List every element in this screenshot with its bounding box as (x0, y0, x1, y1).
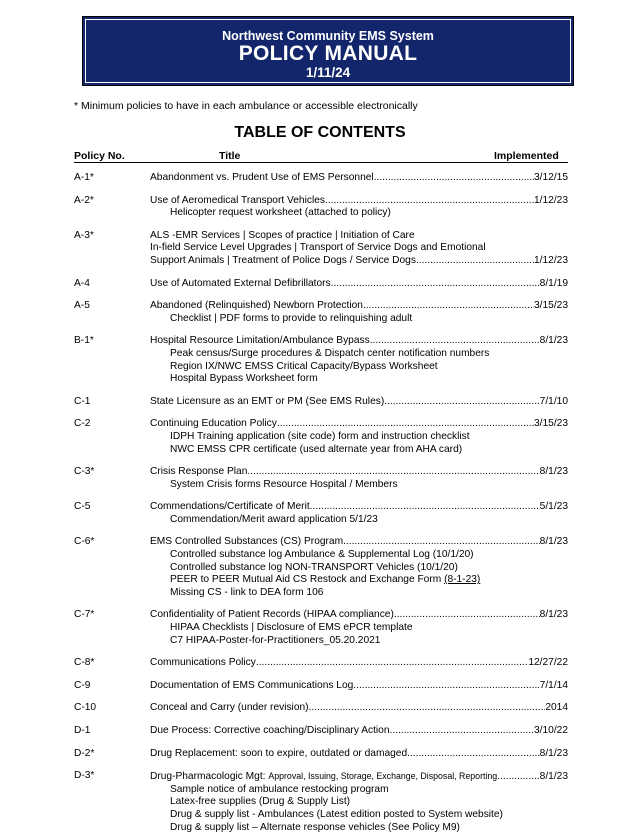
attachment-date-link[interactable]: (8-1-23) (444, 574, 481, 586)
column-header-implemented: Implemented (494, 150, 559, 162)
policy-attachment[interactable]: Helicopter request worksheet (attached to policy) (170, 207, 391, 219)
policy-attachment[interactable]: Controlled substance log NON-TRANSPORT Vehicles (10/1/20) (170, 561, 458, 573)
policy-title-line (150, 195, 568, 208)
policy-title-line (150, 725, 568, 738)
implemented-date: 8/1/23 (539, 747, 568, 759)
policy-entry (150, 396, 568, 409)
policy-attachment[interactable]: IDPH Training application (site code) form and instruction checklist (170, 430, 470, 442)
dot-leader (331, 278, 540, 291)
implemented-date: 3/15/23 (534, 300, 568, 312)
policy-title[interactable]: Support Animals | Treatment of Police Dogs / Service Dogs (150, 254, 416, 266)
implemented-date: 3/12/15 (534, 172, 568, 183)
manual-date: 1/11/24 (305, 65, 351, 80)
policy-attachment[interactable]: Latex-free supplies (Drug & Supply List) (170, 796, 351, 808)
policy-entry (150, 172, 568, 185)
policy-entry (150, 501, 568, 526)
policy-title[interactable]: Drug Replacement: soon to expire, outdated or damaged (150, 747, 408, 759)
policy-title-line (150, 748, 568, 761)
toc-row (74, 195, 568, 220)
organization-name: Northwest Community EMS System (222, 29, 434, 43)
policy-title[interactable]: Abandonment vs. Prudent Use of EMS Personnel (150, 172, 374, 183)
column-header-rule (74, 162, 568, 163)
toc-row (74, 680, 568, 693)
toc-row (74, 172, 568, 185)
policy-number: C-10 (74, 702, 97, 714)
dot-leader (343, 536, 540, 549)
dot-leader (374, 172, 534, 185)
policy-title-line (150, 609, 568, 622)
policy-title-line (150, 335, 568, 348)
minimum-policies-note: * Minimum policies to have in each ambulance or accessible electronically (74, 100, 418, 112)
policy-title[interactable]: Commendations/Certificate of Merit (150, 501, 310, 513)
policy-entry (150, 195, 568, 220)
dot-leader (370, 335, 540, 348)
implemented-date: 7/1/10 (539, 395, 568, 407)
policy-number: A-5 (74, 300, 90, 312)
implemented-date: 1/12/23 (534, 194, 568, 206)
policy-entry (150, 748, 568, 761)
dot-leader (325, 195, 534, 208)
policy-title-line (150, 501, 568, 514)
toc-row (74, 300, 568, 325)
policy-number: C-5 (74, 501, 91, 513)
policy-title[interactable]: Due Process: Corrective coaching/Disciplinary Action (150, 725, 390, 736)
policy-title[interactable]: Crisis Response Plan (150, 466, 248, 478)
toc-row (74, 418, 568, 456)
toc-row (74, 536, 568, 599)
toc-row (74, 278, 568, 291)
column-header-policy-no: Policy No. (74, 150, 125, 162)
policy-entry (150, 466, 568, 491)
toc-row (74, 702, 568, 715)
implemented-date: 8/1/23 (539, 536, 568, 548)
manual-header-banner (82, 16, 574, 86)
dot-leader (363, 300, 534, 313)
policy-attachment[interactable]: Sample notice of ambulance restocking program (170, 783, 389, 795)
policy-attachment[interactable]: Controlled substance log Ambulance & Supplemental Log (10/1/20) (170, 549, 474, 561)
policy-number: D-3* (74, 770, 95, 782)
implemented-date: 1/12/23 (534, 254, 568, 266)
implemented-date: 3/15/23 (534, 418, 568, 430)
toc-row (74, 725, 568, 738)
toc-row (74, 657, 568, 670)
policy-attachment[interactable]: Drug & supply list – Alternate response vehicles (See Policy M9) (170, 821, 460, 833)
policy-attachment[interactable]: PEER to PEER Mutual Aid CS Restock and Exchange Form (8-1-23) (170, 574, 481, 586)
implemented-date: 3/10/22 (534, 725, 568, 736)
policy-number: C-6* (74, 536, 95, 548)
policy-number: B-1* (74, 335, 94, 347)
policy-number: D-1 (74, 725, 91, 736)
toc-row (74, 501, 568, 526)
policy-entry (150, 702, 568, 715)
dot-leader (256, 657, 528, 670)
policy-entry (150, 418, 568, 456)
policy-title[interactable]: Use of Aeromedical Transport Vehicles (150, 194, 325, 206)
dot-leader (310, 501, 540, 514)
manual-header-inner (85, 19, 571, 83)
policy-title-line (150, 536, 568, 549)
policy-title-line: In-field Service Level Upgrades | Transport of Service Dogs and Emotional (150, 242, 486, 254)
policy-title[interactable]: Abandoned (Relinquished) Newborn Protection (150, 300, 363, 312)
policy-attachment[interactable]: Missing CS - link to DEA form 106 (170, 586, 324, 598)
policy-entry (150, 536, 568, 599)
dot-leader (394, 609, 540, 622)
policy-attachment[interactable]: C7 HIPAA-Poster-for-Practitioners_05.20.2021 (170, 634, 381, 646)
policy-title[interactable]: Hospital Resource Limitation/Ambulance Bypass (150, 335, 370, 347)
policy-entry (150, 300, 568, 325)
policy-number: C-7* (74, 609, 95, 621)
policy-entry (150, 725, 568, 738)
toc-rows (74, 172, 568, 834)
policy-attachment[interactable]: Region IX/NWC EMSS Critical Capacity/Bypass Worksheet (170, 360, 438, 372)
policy-number: A-2* (74, 194, 94, 206)
policy-title-line (150, 657, 568, 670)
policy-title[interactable]: Confidentiality of Patient Records (HIPAA compliance) (150, 609, 394, 621)
policy-number: C-9 (74, 679, 91, 691)
policy-number: A-3* (74, 229, 94, 241)
implemented-date: 8/1/23 (539, 335, 568, 347)
policy-title-line (150, 702, 568, 715)
dot-leader (497, 771, 539, 784)
toc-row (74, 466, 568, 491)
policy-title[interactable]: Communications Policy (150, 657, 256, 669)
policy-number: C-3* (74, 466, 95, 478)
policy-title[interactable]: EMS Controlled Substances (CS) Program (150, 536, 344, 548)
implemented-date: 8/1/23 (539, 466, 568, 478)
policy-number: C-8* (74, 657, 95, 669)
policy-entry (150, 230, 568, 268)
implemented-date: 2014 (545, 702, 568, 714)
policy-title-line (150, 255, 568, 268)
implemented-date: 12/27/22 (528, 657, 568, 669)
policy-number: A-1* (74, 172, 94, 183)
policy-title-detail: Approval, Issuing, Storage, Exchange, Disposal, Reporting (268, 771, 498, 782)
dot-leader (390, 725, 534, 738)
implemented-date: 8/1/19 (539, 277, 568, 289)
dot-leader (416, 255, 534, 268)
policy-attachment[interactable]: Checklist | PDF forms to provide to relinquishing adult (170, 312, 413, 324)
toc-row (74, 396, 568, 409)
policy-title-line (150, 300, 568, 313)
toc-row (74, 748, 568, 761)
dot-leader (353, 680, 539, 693)
policy-attachment[interactable]: Hospital Bypass Worksheet form (170, 373, 318, 385)
policy-attachment[interactable]: HIPAA Checklists | Disclosure of EMS ePCR template (170, 622, 413, 634)
policy-title-line (150, 172, 568, 185)
policy-entry (150, 335, 568, 385)
policy-title[interactable]: Drug-Pharmacologic Mgt: Approval, Issuing, Storage, Exchange, Disposal, Reporting (150, 771, 498, 783)
implemented-date: 8/1/23 (539, 609, 568, 621)
policy-attachment[interactable]: Drug & supply list - Ambulances (Latest edition posted to System website) (170, 808, 503, 820)
dot-leader (277, 418, 534, 431)
policy-title-line (150, 466, 568, 479)
policy-entry (150, 657, 568, 670)
implemented-date: 5/1/23 (539, 501, 568, 513)
policy-title-line (150, 680, 568, 693)
policy-entry (150, 680, 568, 693)
policy-title[interactable]: Use of Automated External Defibrillators (150, 277, 331, 289)
dot-leader (247, 466, 539, 479)
implemented-date: 7/1/14 (539, 679, 568, 691)
policy-title-line: ALS -EMR Services | Scopes of practice | Initiation of Care (150, 229, 415, 241)
implemented-date: 8/1/23 (539, 771, 568, 783)
policy-title[interactable]: Conceal and Carry (under revision) (150, 702, 309, 714)
policy-title[interactable]: Continuing Education Policy (150, 418, 277, 430)
policy-attachment[interactable]: Commendation/Merit award application 5/1/23 (170, 513, 378, 525)
policy-entry (150, 770, 568, 834)
policy-attachment[interactable]: System Crisis forms Resource Hospital / Members (170, 478, 398, 490)
toc-row (74, 230, 568, 268)
policy-attachment[interactable]: Peak census/Surge procedures & Dispatch center notification numbers (170, 347, 490, 359)
toc-row (74, 770, 568, 834)
policy-title-line (150, 770, 568, 784)
policy-title[interactable]: State Licensure as an EMT or PM (See EMS Rules) (150, 395, 385, 407)
dot-leader (309, 702, 546, 715)
toc-row (74, 609, 568, 647)
toc-heading: TABLE OF CONTENTS (234, 124, 406, 141)
policy-number: D-2* (74, 747, 95, 759)
policy-entry (150, 278, 568, 291)
policy-title-line (150, 418, 568, 431)
dot-leader (384, 396, 539, 409)
policy-number: C-1 (74, 395, 91, 407)
toc-row (74, 335, 568, 385)
column-header-title: Title (219, 150, 241, 162)
policy-number: A-4 (74, 277, 90, 289)
policy-title-line (150, 396, 568, 409)
dot-leader (407, 748, 540, 761)
policy-title[interactable]: Documentation of EMS Communications Log (150, 679, 354, 691)
policy-attachment[interactable]: NWC EMSS CPR certificate (used alternate year from AHA card) (170, 443, 463, 455)
policy-number: C-2 (74, 418, 91, 430)
policy-title-line (150, 278, 568, 291)
policy-entry (150, 609, 568, 647)
manual-title: POLICY MANUAL (238, 42, 418, 65)
